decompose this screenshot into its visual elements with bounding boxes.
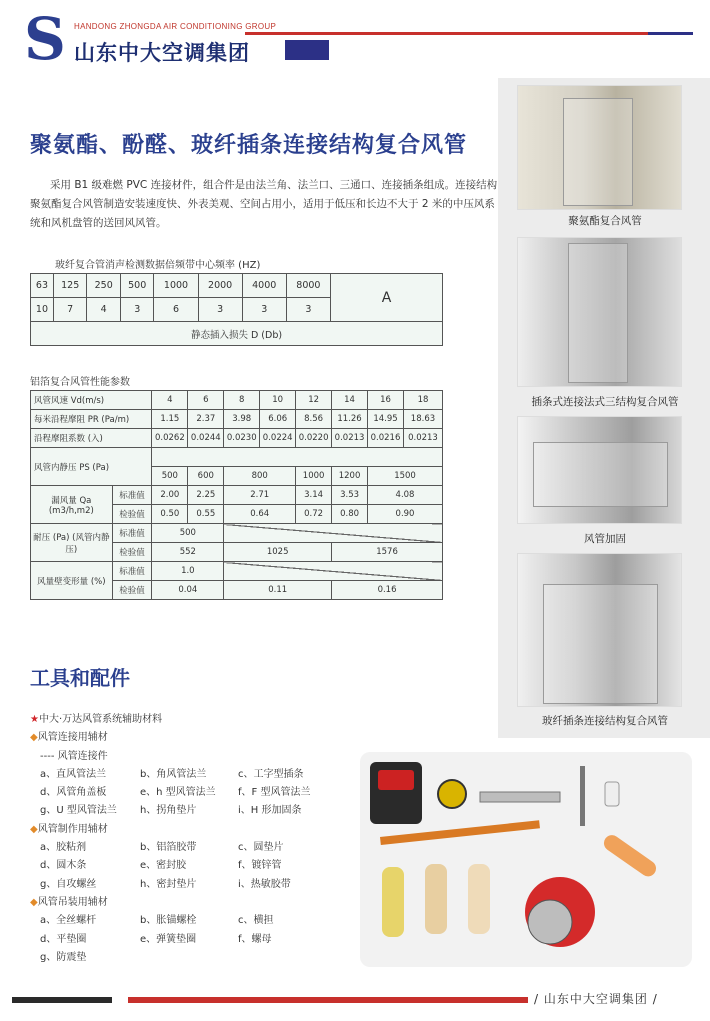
page-title: 聚氨酯、酚醛、玻纤插条连接结构复合风管 [30,133,468,158]
table-cell: 3.53 [332,486,368,505]
group-heading [30,729,162,747]
table-cell: 500 [152,524,224,543]
item: a、胶粘剂 [40,842,87,854]
list-heading-text: 中大·万达风管系统辅助材料 [38,714,163,725]
table-row [31,448,443,467]
item: b、角风管法兰 [140,768,207,780]
list-heading [30,711,162,729]
product-photo-duct-reinforcement [517,416,682,524]
tools-photo [360,752,692,967]
table-cell-empty [224,524,443,543]
logo-block [285,40,329,60]
diamond-icon: ◆ [30,823,38,835]
table-cell: 2.25 [188,486,224,505]
table-cell: 0.16 [332,581,443,600]
tools-illustration [360,752,692,967]
table-row [31,562,443,581]
table2-title: 铝箔复合风管性能参数 [30,377,130,388]
table-cell: 3.98 [224,410,260,429]
table-cell: 1000 [154,274,198,298]
table-cell: 63 [31,274,54,298]
table-cell: 16 [368,391,404,410]
group-heading [30,894,162,912]
list-item [30,802,302,820]
duct-shape [533,442,668,507]
table-cell: 8 [224,391,260,410]
table-cell: 18.63 [403,410,442,429]
logo-letter: S [24,5,66,73]
table-cell: 250 [87,274,121,298]
table-cell: 2.71 [224,486,296,505]
item: d、风管角盖板 [40,787,107,799]
table-cell: 6 [188,391,224,410]
duct-shape [563,98,633,206]
list-item [30,766,304,784]
table-cell: 0.0244 [188,429,224,448]
table-cell: 1500 [368,467,443,486]
table-cell: 0.64 [224,505,296,524]
table-cell: 10 [31,298,54,322]
item: g、自攻螺丝 [40,878,97,890]
diamond-icon: ◆ [30,732,38,744]
table-cell: 0.0213 [332,429,368,448]
footer-bar-red [128,997,528,1003]
table1-title: 玻纤复合管消声检测数据倍频带中心频率 (HZ) [55,260,261,271]
test-label: 检验值 [112,543,152,562]
saw-blade-disc-shape [528,900,572,944]
table-cell: 7 [53,298,87,322]
table-cell: 600 [188,467,224,486]
table-cell: 125 [53,274,87,298]
table-cell: 3 [198,298,242,322]
table-cell: 0.55 [188,505,224,524]
duct-shape [543,584,658,704]
intro-paragraph: 采用 B1 级难燃 PVC 连接材件，组合件是由法兰角、法兰口、三通口、连接插条组成。连接结构聚氨酯复合风管制造安装速度快、外表美观、空间占用小，适用于低压和长边不大于 2 米的中压风系统和风机盘管的送回风风管。 [30,179,498,229]
table-cell: 6 [154,298,198,322]
std-label: 标准值 [112,524,152,543]
ruler-shape [480,792,560,802]
glue-gun-shape [425,864,447,934]
table-footer-cell: 静态插入损失 D (Db) [31,322,443,346]
table-cell: 11.26 [332,410,368,429]
caption-1: 聚氨酯复合风管 [568,215,642,227]
table-cell: 3.14 [296,486,332,505]
grade-cell: A [331,274,443,322]
list-item [30,931,272,949]
list-item [30,949,162,967]
item: g、防震垫 [40,951,87,963]
test-label: 检验值 [112,505,152,524]
star-icon: ★ [30,714,39,725]
table-cell: 4 [152,391,188,410]
group-title: 风管吊装用辅材 [37,896,108,908]
list-item [30,912,274,930]
company-english-name: HANDONG ZHONGDA AIR CONDITIONING GROUP [74,22,277,31]
item: h、拐角垫片 [140,805,197,817]
table-cell: 2.37 [188,410,224,429]
table-cell: 0.0216 [368,429,404,448]
table-cell: 12 [296,391,332,410]
group-title: 风管连接用辅材 [37,732,108,744]
table-cell: 1200 [332,467,368,486]
list-item [30,784,311,802]
test-label: 检验值 [112,581,152,600]
table-cell: 14 [332,391,368,410]
tool-shape [605,782,619,806]
item: b、铝箔胶带 [140,842,197,854]
table-row [31,322,443,346]
table-cell: 0.04 [152,581,224,600]
row-label: 风量壁变形量 (%) [31,562,113,600]
table-cell: 2.00 [152,486,188,505]
item: a、直风管法兰 [40,768,107,780]
caption-3: 风管加固 [584,533,626,545]
footer-company-name: / 山东中大空调集团 / [534,992,658,1006]
item: f、F 型风管法兰 [238,787,311,799]
row-label: 漏风量 Qa (m3/h,m2) [31,486,113,524]
table-cell: 10 [260,391,296,410]
item: f、螺母 [238,933,272,945]
footer-text: 山东中大空调集团 [543,992,648,1006]
table-cell: 4000 [242,274,286,298]
item: b、胀锚螺栓 [140,915,197,927]
table-cell: 0.11 [224,581,332,600]
item: c、横担 [238,915,274,927]
table-cell: 4.08 [368,486,443,505]
accessories-list [30,711,311,967]
list-item [30,839,284,857]
table-cell: 0.0213 [403,429,442,448]
table-cell: 1.0 [152,562,224,581]
row-label: 每米沿程摩阻 PR (Pa/m) [31,410,152,429]
table-row [31,274,443,298]
item: a、全丝螺杆 [40,915,97,927]
table-cell: 1576 [332,543,443,562]
table-cell: 0.0220 [296,429,332,448]
table-cell: 1025 [224,543,332,562]
item: e、h 型风管法兰 [140,787,216,799]
table-cell: 4 [87,298,121,322]
item: f、镀锌管 [238,860,282,872]
diamond-icon: ◆ [30,896,38,908]
table-row [31,391,443,410]
table-cell: 8.56 [296,410,332,429]
row-label: 沿程摩阻系数 (入) [31,429,152,448]
item: d、平垫圈 [40,933,87,945]
mallet-shape [601,832,659,880]
footer-bar-dark [12,997,112,1003]
table-cell: 1000 [296,467,332,486]
group-subheading: ---- 风管连接件 [40,750,108,762]
table-cell: 500 [152,467,188,486]
table-cell-empty [224,562,443,581]
company-chinese-name: 山东中大空调集团 [74,41,250,65]
product-photo-fiberglass-duct [517,553,682,707]
tool-case-handle [378,770,414,790]
table-cell: 2000 [198,274,242,298]
table-row [31,410,443,429]
item: e、弹簧垫圈 [140,933,197,945]
table-cell: 0.0230 [224,429,260,448]
row-label: 风管内静压 PS (Pa) [31,448,152,486]
header-divider-accent [648,32,693,35]
table-cell: 552 [152,543,224,562]
table-cell: 0.90 [368,505,443,524]
caption-2: 插条式连接法式三结构复合风管 [531,396,679,408]
table-cell: 8000 [286,274,330,298]
table-cell-blank [152,448,443,467]
std-label: 标准值 [112,562,152,581]
item: i、H 形加固条 [238,805,302,817]
table-cell: 1.15 [152,410,188,429]
tools-title: 工具和配件 [30,666,130,690]
acoustic-test-table [30,273,443,346]
table-cell: 3 [120,298,154,322]
row-label: 风管风速 Vd(m/s) [31,391,152,410]
table-cell: 3 [286,298,330,322]
table-cell: 6.06 [260,410,296,429]
square-ruler-shape [580,766,585,826]
duct-shape [568,243,628,383]
product-photo-insert-connection-duct [517,237,682,387]
product-photo-polyurethane-duct [517,85,682,210]
table-cell: 0.50 [152,505,188,524]
table-row [31,429,443,448]
item: d、圆木条 [40,860,87,872]
table-cell: 14.95 [368,410,404,429]
table-cell: 0.0224 [260,429,296,448]
item: e、密封胶 [140,860,187,872]
table-row [31,524,443,543]
tape-measure-shape [438,780,466,808]
item: g、U 型风管法兰 [40,805,117,817]
std-label: 标准值 [112,486,152,505]
item: h、密封垫片 [140,878,197,890]
table-cell: 0.0262 [152,429,188,448]
table-cell: 800 [224,467,296,486]
row-label: 耐压 (Pa) (风管内静压) [31,524,113,562]
table-row [31,486,443,505]
list-item [30,876,291,894]
group-heading [30,821,162,839]
item: c、圆垫片 [238,842,284,854]
item: c、工字型插条 [238,768,304,780]
table-cell: 0.80 [332,505,368,524]
table-cell: 18 [403,391,442,410]
table-cell: 0.72 [296,505,332,524]
glue-gun-shape [468,864,490,934]
caption-4: 玻纤插条连接结构复合风管 [542,715,668,727]
list-item [30,857,282,875]
item: i、热敏胶带 [238,878,291,890]
group-title: 风管制作用辅材 [37,823,108,835]
performance-table [30,390,443,600]
table-cell: 500 [120,274,154,298]
table-cell: 3 [242,298,286,322]
header-divider [245,32,693,35]
glue-gun-shape [382,867,404,937]
